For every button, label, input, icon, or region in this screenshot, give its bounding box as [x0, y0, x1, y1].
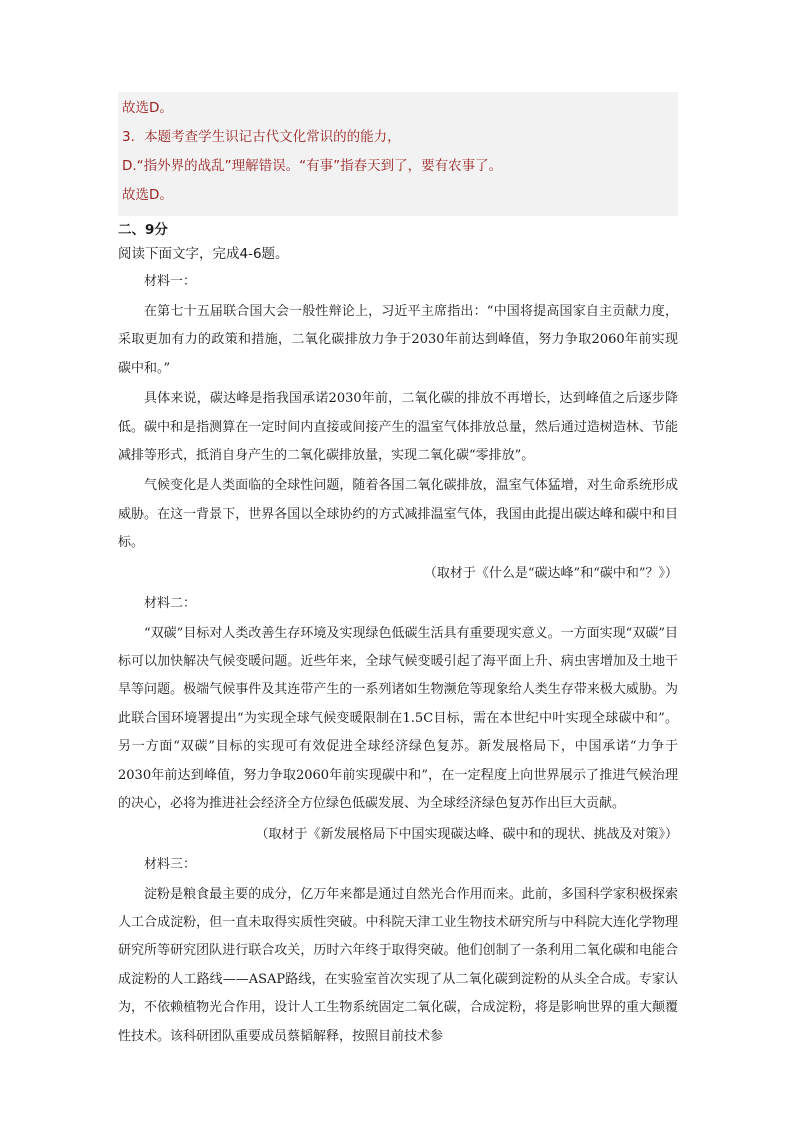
answer-line: D.“指外界的战乱”理解错误。“有事”指春天到了，要有农事了。 [122, 158, 503, 174]
material-1-paragraph: 具体来说，碳达峰是指我国承诺2030年前，二氧化碳的排放不再增长，达到峰值之后逐步降低。碳中和是指测算在一定时间内直接或间接产生的温室气体排放总量，然后通过造树造林、节能减排等形式，抵消自身产生的二氧化碳排放量，实现二氧化碳“零排放”。 [118, 391, 678, 464]
material-2-source: （取材于《新发展格局下中国实现碳达峰、碳中和的现状、挑战及对策》） [255, 826, 678, 842]
material-3-paragraph: 淀粉是粮食最主要的成分，亿万年来都是通过自然光合作用而来。此前，多国科学家积极探索人工合成淀粉，但一直未取得实质性突破。中科院天津工业生物技术研究所与中科院大连化学物理研究所等研究团队进行联合攻关，历时六年终于取得突破。他们创制了一条利用二氧化碳和电能合成淀粉的人工路线——ASAP路线，在实验室首次实现了从二氧化碳到淀粉的从头全合成。专家认为，不依赖植物光合作用，设计人工生物系统固定二氧化碳，合成淀粉，将是影响世界的重大颠覆性技术。该科研团队重要成员蔡韬解释，按照目前技术参 [118, 886, 678, 1044]
answer-explanation-box [118, 92, 678, 216]
material-1-source: （取材于《什么是“碳达峰”和“碳中和”？》） [423, 565, 678, 581]
answer-line: 3．本题考查学生识记古代文化常识的的能力， [122, 129, 401, 145]
answer-line: 故选D。 [122, 187, 173, 203]
material-1-paragraph: 气候变化是人类面临的全球性问题，随着各国二氧化碳排放，温室气体猛增，对生命系统形成威胁。在这一背景下，世界各国以全球协约的方式减排温室气体，我国由此提出碳达峰和碳中和目标。 [118, 478, 678, 551]
material-1-paragraph: 在第七十五届联合国大会一般性辩论上，习近平主席指出：“中国将提高国家自主贡献力度，采取更加有力的政策和措施，二氧化碳排放力争于2030年前达到峰值，努力争取2060年前实现碳中和。” [118, 304, 678, 376]
section-heading: 二、9分 [118, 222, 168, 238]
answer-line: 故选D。 [122, 100, 173, 116]
material-1-label: 材料一： [144, 274, 197, 289]
material-2-label: 材料二： [144, 595, 197, 611]
page-content [118, 92, 678, 1051]
section-instruction: 阅读下面文字，完成4-6题。 [118, 246, 289, 262]
material-2-paragraph: “双碳”目标对人类改善生存环境及实现绿色低碳生活具有重要现实意义。一方面实现“双碳”目标可以加快解决气候变暖问题。近些年来，全球气候变暖引起了海平面上升、病虫害增加及土地干旱等问题。极端气候事件及其连带产生的一系列诸如生物濒危等现象给人类生存带来极大威胁。为此联合国环境署提出“为实现全球气候变暖限制在1.5C目标，需在本世纪中叶实现全球碳中和”。另一方面“双碳”目标的实现可有效促进全球经济绿色复苏。新发展格局下，中国承诺“力争于2030年前达到峰值，努力争取2060年前实现碳中和”，在一定程度上向世界展示了推进气候治理的决心，必将为推进社会经济全方位绿色低碳发展、为全球经济绿色复苏作出巨大贡献。 [118, 625, 678, 812]
material-3-label: 材料三： [144, 856, 197, 872]
